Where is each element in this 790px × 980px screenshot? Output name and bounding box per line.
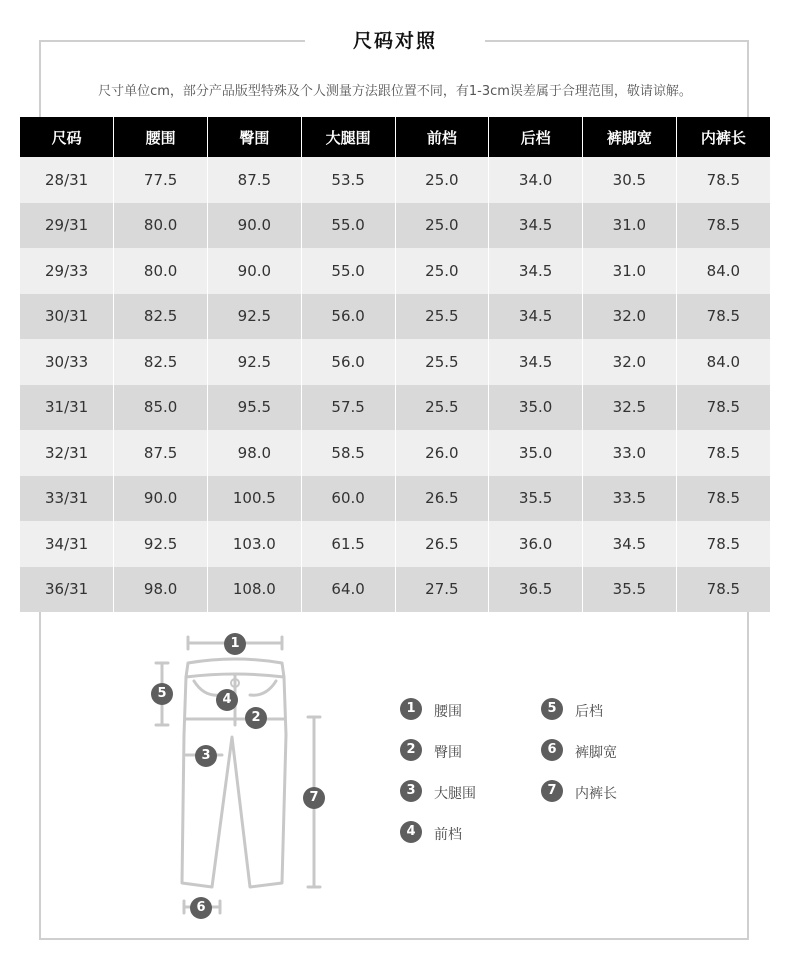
table-cell: 95.5 [208,385,302,431]
table-row [20,157,770,203]
table-cell: 56.0 [301,339,395,385]
table-cell: 58.5 [301,430,395,476]
table-cell: 78.5 [676,430,770,476]
table-cell: 78.5 [676,385,770,431]
legend-label: 腰围 [434,704,462,720]
table-row [20,476,770,522]
table-row [20,339,770,385]
measurement-legend [400,698,700,848]
table-cell: 29/33 [20,248,114,294]
table-cell: 90.0 [114,476,208,522]
table-cell: 92.5 [208,294,302,340]
table-cell: 55.0 [301,203,395,249]
table-cell: 78.5 [676,157,770,203]
table-cell: 98.0 [208,430,302,476]
pants-measurement-icon [140,625,340,925]
table-cell: 28/31 [20,157,114,203]
table-cell: 35.0 [489,385,583,431]
table-cell: 85.0 [114,385,208,431]
table-cell: 80.0 [114,248,208,294]
table-row [20,294,770,340]
legend-badge: 5 [541,698,563,720]
size-chart-table [20,117,770,612]
table-cell: 92.5 [208,339,302,385]
table-row [20,521,770,567]
table-row [20,567,770,613]
table-cell: 98.0 [114,567,208,613]
table-cell: 87.5 [114,430,208,476]
legend-badge: 3 [400,780,422,802]
marker-1: 1 [224,633,246,655]
table-cell: 25.5 [395,294,489,340]
header-leg-opening: 裤脚宽 [583,117,677,157]
table-cell: 34.5 [583,521,677,567]
table-cell: 31.0 [583,203,677,249]
table-cell: 33.0 [583,430,677,476]
legend-item-back-rise [541,698,681,722]
table-cell: 80.0 [114,203,208,249]
table-body [20,157,770,612]
header-back-rise: 后档 [489,117,583,157]
page-title: 尺码对照 [352,30,437,52]
table-cell: 30/33 [20,339,114,385]
table-cell: 34/31 [20,521,114,567]
table-cell: 33/31 [20,476,114,522]
legend-item-inseam [541,780,681,804]
table-cell: 60.0 [301,476,395,522]
marker-6: 6 [190,897,212,919]
table-cell: 53.5 [301,157,395,203]
table-cell: 32.5 [583,385,677,431]
legend-badge: 2 [400,739,422,761]
table-cell: 27.5 [395,567,489,613]
legend-badge: 6 [541,739,563,761]
legend-label: 后档 [575,704,603,720]
table-cell: 90.0 [208,203,302,249]
header-front-rise: 前档 [395,117,489,157]
table-cell: 31/31 [20,385,114,431]
table-cell: 30/31 [20,294,114,340]
table-cell: 78.5 [676,476,770,522]
table-cell: 35.5 [489,476,583,522]
table-cell: 34.5 [489,248,583,294]
table-cell: 34.5 [489,203,583,249]
table-cell: 32/31 [20,430,114,476]
table-cell: 57.5 [301,385,395,431]
table-cell: 36.5 [489,567,583,613]
legend-label: 内裤长 [575,786,617,802]
table-cell: 78.5 [676,294,770,340]
table-cell: 34.5 [489,294,583,340]
size-notice: 尺寸单位cm，部分产品版型特殊及个人测量方法跟位置不同，有1-3cm误差属于合理范围，敬请谅解。 [98,84,692,99]
table-cell: 100.5 [208,476,302,522]
legend-item-hip [400,739,540,763]
legend-label: 大腿围 [434,786,476,802]
marker-2: 2 [245,707,267,729]
table-cell: 25.0 [395,248,489,294]
table-cell: 31.0 [583,248,677,294]
table-cell: 34.5 [489,339,583,385]
marker-7: 7 [303,787,325,809]
table-cell: 82.5 [114,339,208,385]
table-row [20,385,770,431]
table-cell: 64.0 [301,567,395,613]
table-cell: 78.5 [676,521,770,567]
table-cell: 26.0 [395,430,489,476]
table-header-row [20,117,770,157]
legend-label: 臀围 [434,745,462,761]
legend-label: 前档 [434,827,462,843]
legend-badge: 1 [400,698,422,720]
table-cell: 82.5 [114,294,208,340]
table-cell: 56.0 [301,294,395,340]
header-thigh: 大腿围 [301,117,395,157]
table-cell: 87.5 [208,157,302,203]
table-cell: 35.0 [489,430,583,476]
header-waist: 腰围 [114,117,208,157]
marker-5: 5 [151,683,173,705]
table-cell: 26.5 [395,521,489,567]
table-row [20,203,770,249]
table-cell: 84.0 [676,248,770,294]
marker-3: 3 [195,745,217,767]
legend-badge: 4 [400,821,422,843]
legend-item-front-rise [400,821,540,845]
table-cell: 30.5 [583,157,677,203]
table-cell: 92.5 [114,521,208,567]
legend-item-leg-opening [541,739,681,763]
table-cell: 103.0 [208,521,302,567]
table-cell: 55.0 [301,248,395,294]
table-cell: 77.5 [114,157,208,203]
table-row [20,430,770,476]
table-cell: 26.5 [395,476,489,522]
legend-item-thigh [400,780,540,804]
table-cell: 33.5 [583,476,677,522]
header-hip: 臀围 [208,117,302,157]
table-cell: 78.5 [676,567,770,613]
table-cell: 25.5 [395,339,489,385]
legend-item-waist [400,698,540,722]
legend-label: 裤脚宽 [575,745,617,761]
table-cell: 84.0 [676,339,770,385]
table-cell: 36/31 [20,567,114,613]
header-size: 尺码 [20,117,114,157]
table-cell: 90.0 [208,248,302,294]
table-cell: 32.0 [583,294,677,340]
table-row [20,248,770,294]
marker-4: 4 [216,689,238,711]
table-cell: 36.0 [489,521,583,567]
table-cell: 25.0 [395,203,489,249]
table-cell: 29/31 [20,203,114,249]
table-cell: 108.0 [208,567,302,613]
header-inseam: 内裤长 [676,117,770,157]
table-cell: 25.5 [395,385,489,431]
table-cell: 35.5 [583,567,677,613]
legend-badge: 7 [541,780,563,802]
table-cell: 61.5 [301,521,395,567]
table-cell: 25.0 [395,157,489,203]
table-cell: 34.0 [489,157,583,203]
title-box [305,24,485,58]
table-cell: 32.0 [583,339,677,385]
pants-diagram [140,625,340,925]
table-cell: 78.5 [676,203,770,249]
